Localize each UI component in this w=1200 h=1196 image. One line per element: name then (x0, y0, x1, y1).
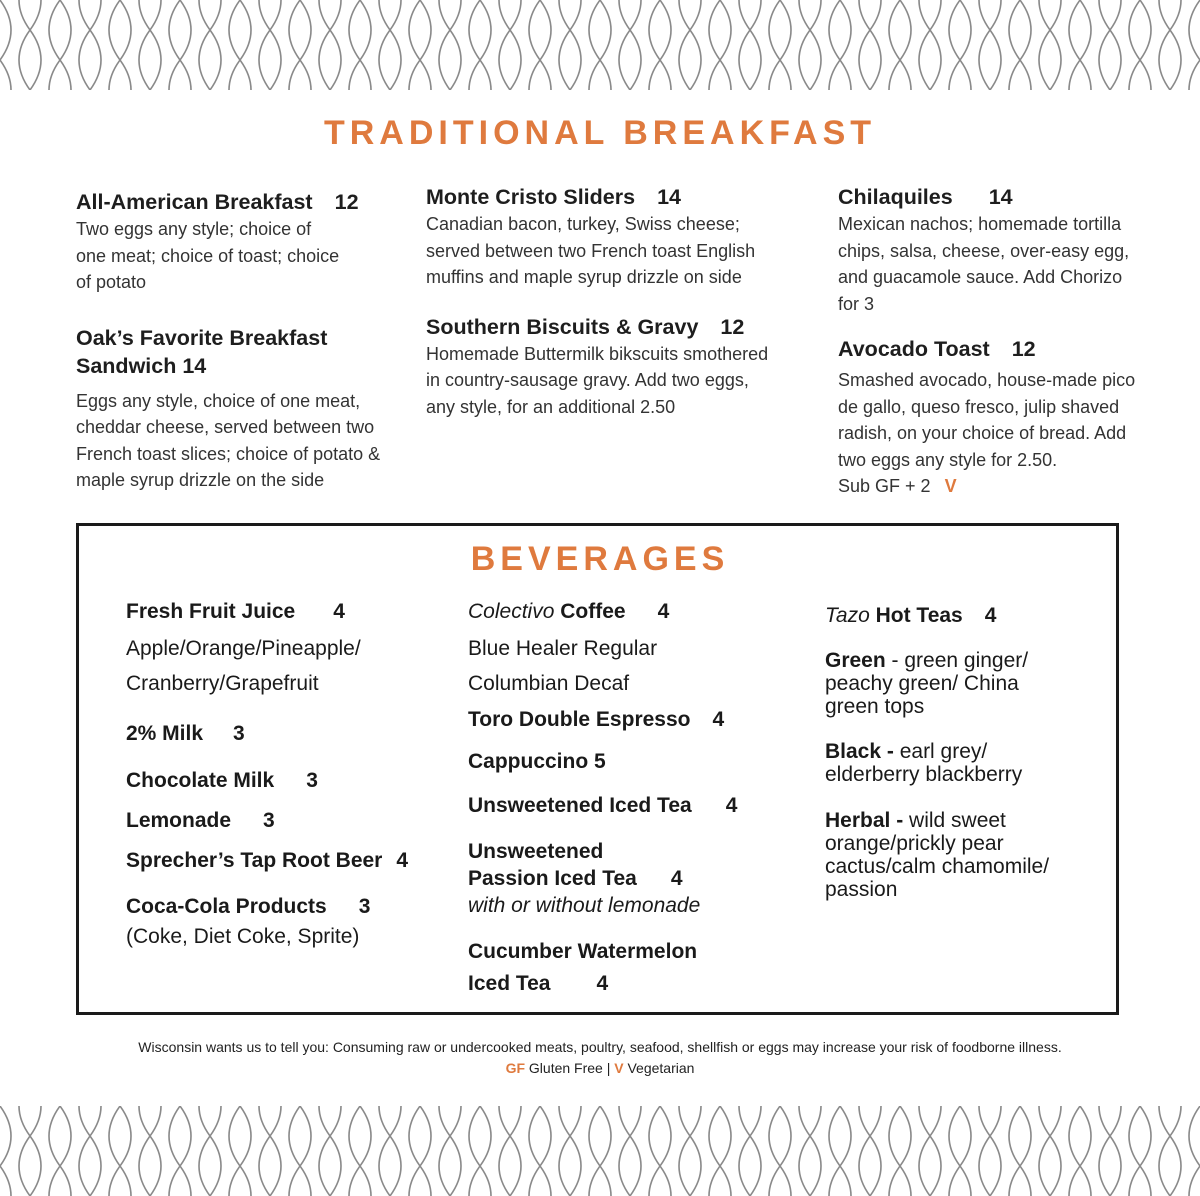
item-name: Sandwich 14 (76, 353, 207, 378)
item-note: with or without lemonade (468, 894, 701, 917)
item-price: 12 (720, 314, 745, 339)
breakfast-column-2 (426, 183, 816, 438)
item-price: 3 (263, 809, 275, 832)
dietary-legend (0, 1060, 1200, 1076)
passion-iced-tea-line-1 (468, 840, 603, 864)
tea-description: peachy green/ China (825, 672, 1019, 695)
menu-item-monte-cristo (426, 183, 816, 291)
tea-description: cactus/calm chamomile/ (825, 855, 1050, 878)
item-description: two eggs any style for 2.50. (838, 449, 1058, 470)
food-safety-warning: Wisconsin wants us to tell you: Consuming raw or undercooked meats, poultry, seafood, shellfish or eggs may increase your risk of foodborne illness. (138, 1039, 1062, 1055)
passion-iced-tea-line-2 (468, 867, 683, 891)
item-name: Cucumber Watermelon (468, 940, 698, 963)
gluten-free-label: Gluten Free (525, 1060, 607, 1076)
item-price: 4 (333, 600, 345, 623)
item-price: 14 (657, 185, 681, 209)
chocolate-milk (126, 769, 318, 793)
item-name: Iced Tea (468, 972, 551, 995)
coffee-option-decaf: Columbian Decaf (468, 672, 630, 695)
item-price: 4 (670, 867, 683, 890)
item-name: Unsweetened (468, 840, 604, 863)
vegetarian-code: V (614, 1060, 624, 1076)
item-description: Sub GF + 2 (838, 476, 931, 496)
item-name: Chocolate Milk (126, 769, 275, 792)
toro-espresso (468, 708, 724, 732)
item-price: 3 (358, 895, 371, 918)
item-name: Oak’s Favorite Breakfast (76, 325, 328, 350)
cappuccino (468, 750, 606, 774)
item-price: 4 (657, 600, 670, 623)
item-price: 4 (712, 708, 725, 731)
brand-name: Colectivo (468, 600, 555, 623)
breakfast-column-1 (76, 188, 416, 512)
milk (126, 722, 245, 746)
item-description: in country-sausage gravy. Add two eggs, (426, 370, 749, 390)
item-description: Smashed avocado, house-made pico (838, 370, 1136, 390)
black-tea (825, 740, 1022, 786)
fresh-fruit-juice (126, 600, 345, 624)
brand-name: Tazo (825, 604, 870, 627)
cucumber-watermelon-line-2 (468, 972, 608, 996)
breakfast-column-3 (838, 183, 1178, 518)
herbal-tea (825, 809, 1049, 901)
item-name: 2% Milk (126, 722, 204, 745)
tea-description: passion (825, 878, 898, 901)
item-name: Monte Cristo Sliders (426, 185, 636, 209)
item-price: 4 (596, 972, 609, 995)
gluten-free-code: GF (505, 1060, 526, 1076)
menu-item-all-american (76, 188, 416, 296)
menu-item-avocado-toast (838, 335, 1178, 500)
coca-cola-options: (Coke, Diet Coke, Sprite) (126, 925, 360, 948)
item-name: Toro Double Espresso (468, 708, 691, 731)
item-name: All-American Breakfast (76, 190, 313, 214)
item-description: Eggs any style, choice of one meat, (76, 390, 361, 411)
tazo-hot-teas (825, 604, 996, 628)
item-description: and guacamole sauce. Add Chorizo (838, 267, 1123, 287)
item-description: Mexican nachos; homemade tortilla (838, 214, 1122, 234)
item-description: de gallo, queso fresco, julip shaved (838, 396, 1120, 417)
item-description: one meat; choice of toast; choice (76, 245, 340, 266)
top-lattice-pattern-icon (0, 0, 1200, 90)
tea-description: elderberry blackberry (825, 763, 1023, 786)
item-description: radish, on your choice of bread. Add (838, 423, 1127, 443)
juice-options-line-1: Apple/Orange/Pineapple/ (126, 637, 361, 660)
vegetarian-badge: V (944, 476, 957, 496)
menu-item-oaks-favorite (76, 324, 416, 494)
item-price: 3 (306, 769, 318, 792)
item-description: Two eggs any style; choice of (76, 219, 312, 239)
item-name: Southern Biscuits & Gravy (426, 314, 699, 339)
item-name: Hot Teas (875, 604, 963, 627)
colectivo-coffee (468, 600, 669, 624)
tea-category: Herbal - (825, 809, 904, 832)
tea-description: wild sweet (903, 809, 1006, 832)
item-price: 4 (396, 849, 409, 872)
item-name: Unsweetened Iced Tea (468, 794, 692, 817)
unsweetened-iced-tea (468, 794, 737, 818)
item-description: Homemade Buttermilk bikscuits smothered (426, 343, 769, 364)
tea-description: earl grey/ (893, 740, 988, 763)
item-price: 4 (725, 794, 738, 817)
tea-category: Black - (825, 740, 894, 763)
item-description: served between two French toast English (426, 240, 756, 261)
bottom-lattice-pattern-icon (0, 1106, 1200, 1196)
item-name: Coca-Cola Products (126, 895, 327, 918)
page-title: TRADITIONAL BREAKFAST (323, 114, 877, 152)
green-tea (825, 649, 1028, 718)
item-description: muffins and maple syrup drizzle on side (426, 267, 742, 287)
tea-category: Green (825, 649, 886, 672)
coffee-option-regular: Blue Healer Regular (468, 637, 658, 660)
item-description: for 3 (838, 293, 875, 314)
menu-item-biscuits-gravy (426, 313, 816, 421)
item-description: maple syrup drizzle on the side (76, 470, 325, 490)
root-beer (126, 849, 408, 873)
tea-description: orange/prickly pear (825, 832, 1004, 855)
item-name: Cappuccino 5 (468, 750, 606, 773)
item-description: any style, for an additional 2.50 (426, 396, 676, 417)
item-description: cheddar cheese, served between two (76, 417, 375, 437)
legend-separator: | (606, 1060, 611, 1076)
item-price: 4 (984, 604, 997, 627)
item-price: 14 (988, 185, 1013, 209)
item-name: Fresh Fruit Juice (126, 600, 296, 623)
item-name: Sprecher’s Tap Root Beer (126, 849, 383, 872)
juice-options-line-2: Cranberry/Grapefruit (126, 672, 319, 695)
coca-cola-products (126, 895, 370, 919)
item-description: Canadian bacon, turkey, Swiss cheese; (426, 214, 740, 234)
item-name: Lemonade (126, 809, 232, 832)
item-price: 3 (233, 722, 245, 745)
tea-description: - green ginger/ (885, 649, 1029, 672)
tea-description: green tops (825, 695, 925, 718)
lemonade (126, 809, 275, 833)
item-price: 12 (1011, 337, 1036, 361)
menu-item-chilaquiles (838, 183, 1178, 317)
item-description: of potato (76, 272, 147, 292)
vegetarian-label: Vegetarian (623, 1060, 695, 1076)
cucumber-watermelon-line-1 (468, 940, 697, 964)
item-name: Coffee (560, 600, 626, 623)
item-description: chips, salsa, cheese, over-easy egg, (838, 240, 1130, 261)
item-description: French toast slices; choice of potato & (76, 443, 381, 464)
item-name: Avocado Toast (838, 337, 990, 361)
item-name: Chilaquiles (838, 185, 953, 209)
item-price: 12 (334, 190, 359, 214)
beverages-title: BEVERAGES (470, 540, 730, 578)
item-name: Passion Iced Tea (468, 867, 637, 890)
passion-iced-tea-note (468, 894, 700, 918)
